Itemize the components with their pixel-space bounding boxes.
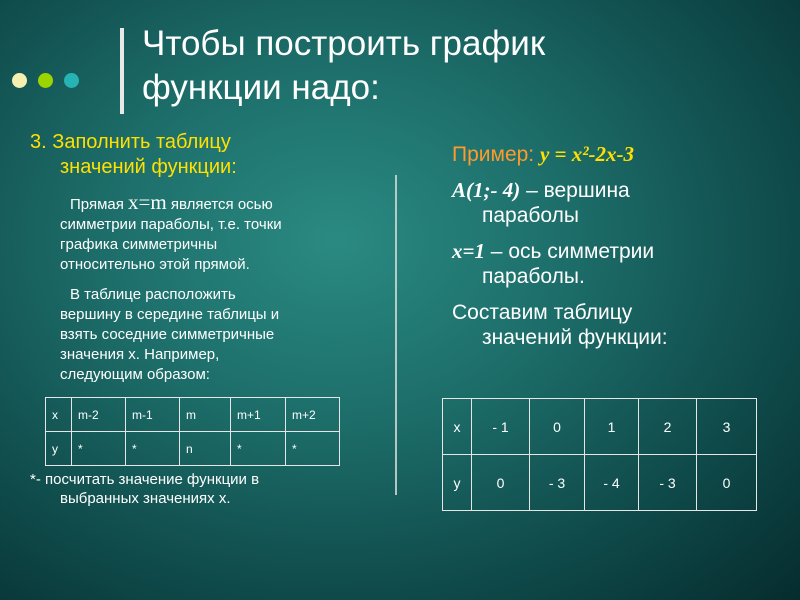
table-cell: n	[180, 432, 231, 466]
p2-line-5: следующим образом:	[60, 366, 210, 383]
decorative-dots	[12, 73, 79, 88]
slide-title	[142, 22, 545, 110]
table-cell: 0	[530, 399, 585, 455]
example-formula: y = x²-2x-3	[539, 142, 635, 166]
template-table	[45, 397, 340, 466]
footnote-line-1: *- посчитать значение функции в	[30, 471, 260, 488]
table-cell: *	[286, 432, 340, 466]
axis-math: x=1	[452, 239, 485, 263]
compose-line-1: Составим таблицу	[452, 301, 633, 324]
table-cell: m+2	[286, 398, 340, 432]
left-column	[30, 130, 360, 508]
axis-line	[452, 239, 792, 289]
step-line-1: 3. Заполнить таблицу	[30, 131, 231, 153]
p1-math: x=m	[128, 190, 167, 214]
table-cell: 2	[639, 399, 697, 455]
table-cell: х	[46, 398, 72, 432]
table-cell: m+1	[231, 398, 286, 432]
p2-line-1: В таблице расположить	[70, 286, 236, 303]
column-divider	[395, 175, 397, 495]
table-cell: х	[443, 399, 472, 455]
axis-text: – ось симметрии	[484, 240, 655, 263]
vertex-line	[452, 178, 792, 228]
table-cell: - 4	[585, 455, 639, 511]
right-column	[452, 142, 792, 350]
table-cell: *	[231, 432, 286, 466]
table-cell: 0	[697, 455, 757, 511]
p1-line-3: графика симметричны	[60, 236, 218, 253]
p2-line-4: значения х. Например,	[60, 346, 220, 363]
example-label: Пример:	[452, 143, 540, 166]
title-line-2: функции надо:	[142, 68, 380, 107]
dot-light-icon	[12, 73, 27, 88]
p2-line-3: взять соседние симметричные	[60, 326, 275, 343]
vertex-text: – вершина	[520, 179, 630, 202]
table-cell: m-2	[72, 398, 126, 432]
step-line-2: значений функции:	[60, 156, 237, 178]
p1-line-1-rest: является осью	[166, 196, 273, 213]
p1-line-4: относительно этой прямой.	[60, 256, 250, 273]
title-divider	[120, 28, 124, 114]
table-cell: *	[126, 432, 180, 466]
table-cell: *	[72, 432, 126, 466]
footnote-line-2: выбранных значениях х.	[60, 490, 231, 507]
dot-teal-icon	[64, 73, 79, 88]
table-cell: 1	[585, 399, 639, 455]
axis-text-2: параболы.	[482, 265, 585, 288]
table-cell: - 1	[472, 399, 530, 455]
values-table	[442, 398, 757, 511]
table-row	[443, 399, 757, 455]
title-line-1: Чтобы построить график	[142, 24, 546, 63]
table-cell: у	[443, 455, 472, 511]
compose-line-2: значений функции:	[482, 326, 668, 349]
table-row	[46, 398, 340, 432]
footnote	[30, 470, 360, 508]
table-cell: 0	[472, 455, 530, 511]
table-cell: 3	[697, 399, 757, 455]
table-cell: - 3	[530, 455, 585, 511]
table-cell: m	[180, 398, 231, 432]
vertex-text-2: параболы	[482, 204, 580, 227]
compose-line	[452, 300, 792, 350]
vertex-math: A(1;- 4)	[452, 178, 521, 202]
example-line	[452, 142, 792, 167]
table-cell: m-1	[126, 398, 180, 432]
dot-green-icon	[38, 73, 53, 88]
table-instructions-paragraph	[30, 285, 360, 385]
symmetry-paragraph	[30, 192, 360, 275]
table-row	[443, 455, 757, 511]
p1-prefix: Прямая	[70, 196, 129, 213]
p2-line-2: вершину в середине таблицы и	[60, 306, 280, 323]
p1-line-2: симметрии параболы, т.е. точки	[60, 216, 282, 233]
table-cell: у	[46, 432, 72, 466]
table-cell: - 3	[639, 455, 697, 511]
table-row	[46, 432, 340, 466]
step-heading	[30, 130, 360, 180]
